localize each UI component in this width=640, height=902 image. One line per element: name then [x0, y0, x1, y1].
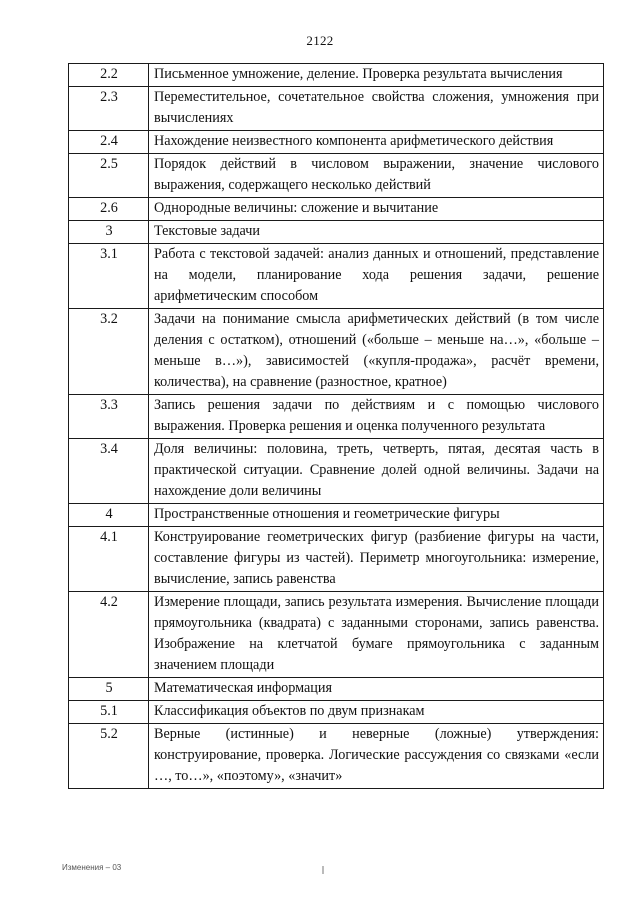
section-topic: Верные (истинные) и неверные (ложные) утверждения: конструирование, проверка. Логические рассуждения со связками «если …, то…», «поэтому», «значит» — [149, 724, 604, 789]
section-number: 4.2 — [69, 592, 149, 678]
section-number: 3.1 — [69, 244, 149, 309]
section-topic: Порядок действий в числовом выражении, значение числового выражения, содержащего несколько действий — [149, 154, 604, 198]
section-number: 2.5 — [69, 154, 149, 198]
section-topic: Переместительное, сочетательное свойства сложения, умножения при вычислениях — [149, 87, 604, 131]
section-number: 5.2 — [69, 724, 149, 789]
section-number: 2.4 — [69, 131, 149, 154]
table-row — [69, 724, 604, 789]
section-number: 3.4 — [69, 439, 149, 504]
section-number: 3.2 — [69, 309, 149, 395]
table-row — [69, 309, 604, 395]
table-row — [69, 678, 604, 701]
section-number: 5 — [69, 678, 149, 701]
section-number: 5.1 — [69, 701, 149, 724]
section-number: 2.6 — [69, 198, 149, 221]
scan-mark — [322, 866, 324, 874]
section-topic: Классификация объектов по двум признакам — [149, 701, 604, 724]
table-row — [69, 701, 604, 724]
section-number: 4 — [69, 504, 149, 527]
table-row — [69, 395, 604, 439]
section-number: 4.1 — [69, 527, 149, 592]
section-topic: Работа с текстовой задачей: анализ данных и отношений, представление на модели, планирование хода решения задачи, решение арифметическим способом — [149, 244, 604, 309]
section-number: 3.3 — [69, 395, 149, 439]
table-row — [69, 221, 604, 244]
table-row — [69, 64, 604, 87]
table-row — [69, 154, 604, 198]
section-topic: Однородные величины: сложение и вычитание — [149, 198, 604, 221]
section-topic: Пространственные отношения и геометрические фигуры — [149, 504, 604, 527]
table-row — [69, 131, 604, 154]
table-row — [69, 527, 604, 592]
section-topic: Конструирование геометрических фигур (разбиение фигуры на части, составление фигуры из частей). Периметр многоугольника: измерение, вычисление, запись равенства — [149, 527, 604, 592]
table-row — [69, 87, 604, 131]
footer-revision-note: Изменения – 03 — [62, 863, 122, 872]
table-row — [69, 244, 604, 309]
section-topic: Нахождение неизвестного компонента арифметического действия — [149, 131, 604, 154]
section-topic: Задачи на понимание смысла арифметических действий (в том числе деления с остатком), отношений («больше – меньше на…», «больше – меньше в…»), зависимостей («купля-продажа», расчёт времени, количества), на сравнение (разностное, кратное) — [149, 309, 604, 395]
curriculum-table — [68, 63, 604, 789]
section-topic: Запись решения задачи по действиям и с помощью числового выражения. Проверка решения и оценка полученного результата — [149, 395, 604, 439]
page-number: 2122 — [306, 33, 334, 48]
section-topic: Доля величины: половина, треть, четверть, пятая, десятая часть в практической ситуации. Сравнение долей одной величины. Задачи на нахождение доли величины — [149, 439, 604, 504]
section-topic: Математическая информация — [149, 678, 604, 701]
section-number: 2.3 — [69, 87, 149, 131]
table-row — [69, 439, 604, 504]
table-row — [69, 592, 604, 678]
section-number: 2.2 — [69, 64, 149, 87]
section-topic: Измерение площади, запись результата измерения. Вычисление площади прямоугольника (квадрата) с заданными сторонами, запись равенства. Изображение на клетчатой бумаге прямоугольника с заданным значением площади — [149, 592, 604, 678]
table-row — [69, 198, 604, 221]
table-row — [69, 504, 604, 527]
section-topic: Текстовые задачи — [149, 221, 604, 244]
section-topic: Письменное умножение, деление. Проверка результата вычисления — [149, 64, 604, 87]
section-number: 3 — [69, 221, 149, 244]
